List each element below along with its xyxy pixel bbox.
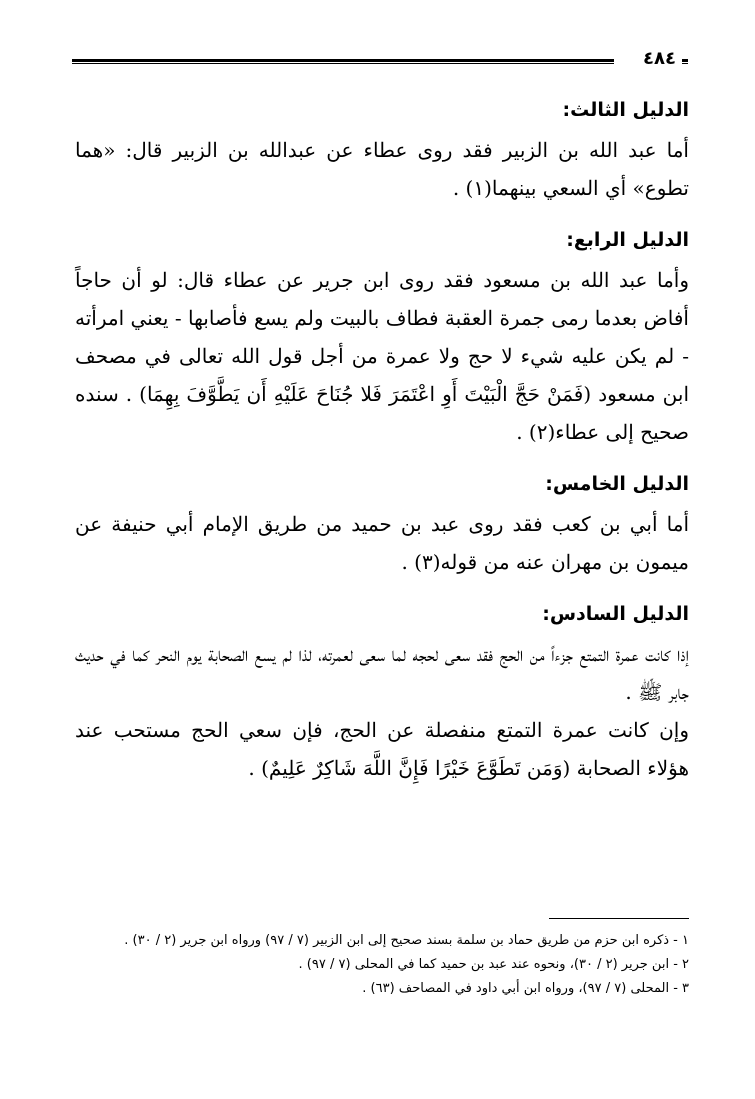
section-paragraph: وأما عبد الله بن مسعود فقد روى ابن جرير عن عطاء قال: لو أن حاجاً أفاض بعدما رمى جمرة العقبة فطاف بالبيت ولم يسع فأصابها - يعني امرأته - لم يكن عليه شيء لا حج ولا عمرة من أجل قول الله تعالى في مصحف ابن مسعود (فَمَنْ حَجَّ الْبَيْتَ أَوِ اعْتَمَرَ فَلا جُنَاحَ عَلَيْهِ أَن يَطَّوَّفَ بِهِمَا) . سنده صحيح إلى عطاء(٢) . — [75, 268, 689, 444]
footnotes — [75, 918, 689, 1001]
section-heading-3: الدليل الثالث: — [562, 99, 689, 121]
section-paragraph: أما عبد الله بن الزبير فقد روى عطاء عن عبدالله بن الزبير قال: «هما تطوع» أي السعي بينهما(١) . — [75, 138, 689, 200]
footnote: ٣ - المحلى (٧ / ٩٧)، ورواه ابن أبي داود في المصاحف (٦٣) . — [362, 981, 689, 996]
section-paragraph: إذا كانت عمرة التمتع جزءاً من الحج فقد سعى لحجه لما سعى لعمرته، لذا لم يسع الصحابة يوم النحر كما في حديث جابر ﷺ . — [75, 642, 689, 704]
section-heading-5: الدليل الخامس: — [545, 473, 689, 495]
footnote: ١ - ذكره ابن حزم من طريق حماد بن سلمة بسند صحيح إلى ابن الزبير (٧ / ٩٧) ورواه ابن جرير (٢ / ٣٠) . — [124, 933, 689, 948]
page-body — [75, 95, 689, 787]
footnote: ٢ - ابن جرير (٢ / ٣٠)، ونحوه عند عبد بن حميد كما في المحلى (٧ / ٩٧) . — [298, 957, 689, 972]
section-paragraph: أما أبي بن كعب فقد روى عبد بن حميد من طريق الإمام أبي حنيفة عن ميمون بن مهران عنه من قوله(٣) . — [75, 512, 689, 574]
section-heading-6: الدليل السادس: — [542, 603, 689, 625]
footnote-divider — [549, 918, 689, 919]
header-rule — [72, 59, 614, 64]
section-heading-4: الدليل الرابع: — [566, 229, 689, 251]
header-rule-right — [682, 59, 688, 64]
page-number: ٤٨٤ — [643, 48, 676, 69]
page-header — [72, 48, 688, 70]
section-paragraph: وإن كانت عمرة التمتع منفصلة عن الحج، فإن سعي الحج مستحب عند هؤلاء الصحابة (وَمَن تَطَوَّعَ خَيْرًا فَإِنَّ اللَّهَ شَاكِرٌ عَلِيمٌ) . — [75, 718, 689, 780]
